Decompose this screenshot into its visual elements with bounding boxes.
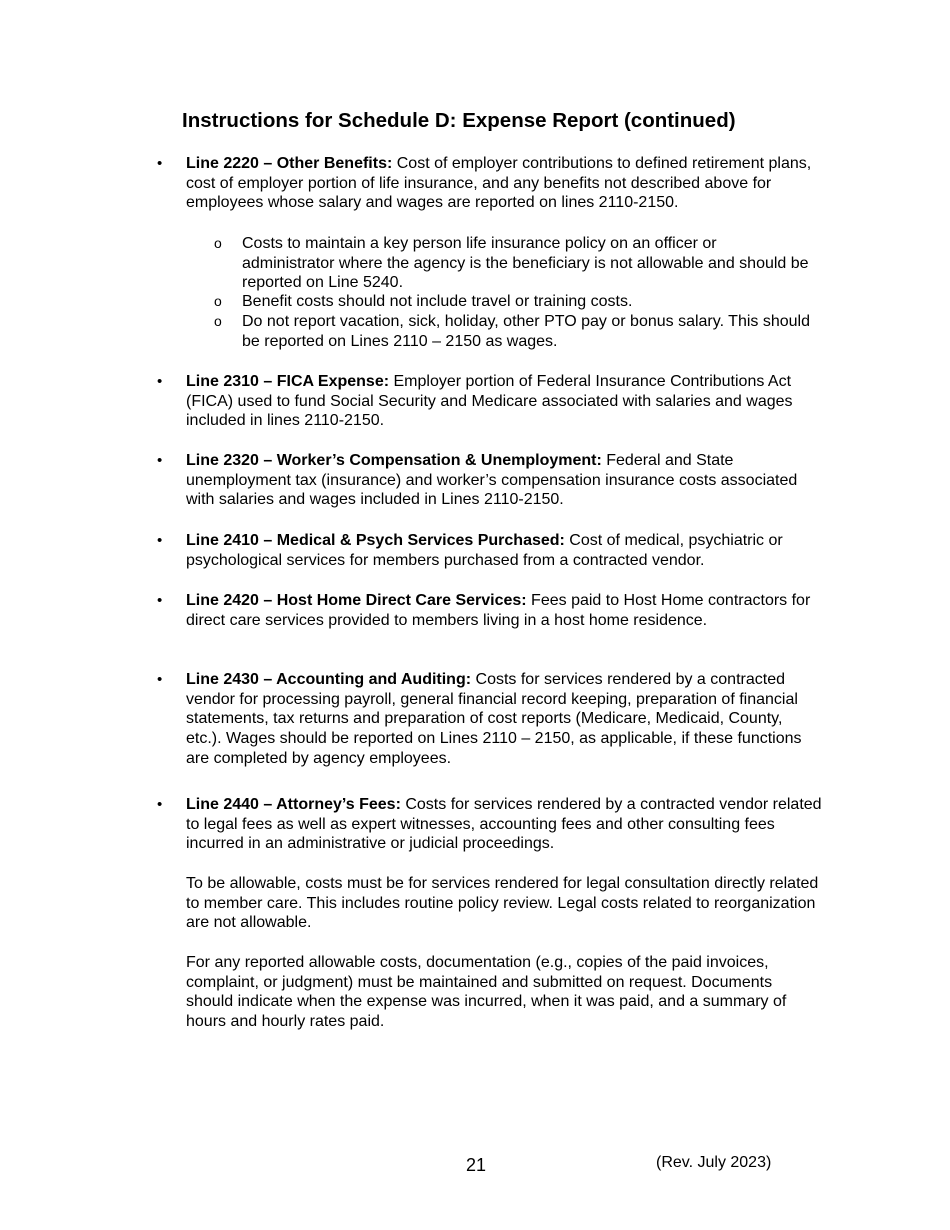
item-text: Costs for services rendered by a contracted vendor related to legal fees as well as expert witnesses, accounting fees and other consulting fees incurred in an administrative or judicial proceedings.	[186, 796, 822, 853]
sub-item-text: Costs to maintain a key person life insurance policy on an officer or administrator where the agency is the beneficiary is not allowable and should be reported on Line 5240.	[242, 235, 809, 292]
bullet-icon: •	[157, 796, 163, 813]
item-text: Costs for services rendered by a contracted vendor for processing payroll, general financial record keeping, preparation of financial statements, tax returns and preparation of cost reports (Medicare, Medicaid, County, etc.). Wages should be reported on Lines 2110 – 2150, as applicable, if these functions are completed by agency employees.	[186, 671, 802, 767]
paragraph-documentation: For any reported allowable costs, documentation (e.g., copies of the paid invoices, complaint, or judgment) must be maintained and submitted on request. Documents should indicate when the expense was incurred, when it was paid, and a summary of hours and hourly rates paid.	[186, 954, 787, 1031]
list-item-line-2410	[157, 531, 822, 570]
bullet-icon: •	[157, 373, 163, 390]
item-label: Line 2310 – FICA Expense:	[186, 373, 390, 390]
item-label: Line 2220 – Other Benefits:	[186, 155, 393, 172]
sub-item-text: Do not report vacation, sick, holiday, other PTO pay or bonus salary. This should be reported on Lines 2110 – 2150 as wages.	[242, 313, 810, 350]
sub-item-key-person-insurance	[214, 234, 812, 293]
page-title: Instructions for Schedule D: Expense Report (continued)	[182, 109, 736, 132]
item-label: Line 2320 – Worker’s Compensation & Unemployment:	[186, 452, 602, 469]
sub-bullet-icon: o	[214, 235, 222, 251]
page-number: 21	[466, 1155, 487, 1175]
sub-bullet-icon: o	[214, 313, 222, 329]
list-item-line-2430	[157, 670, 822, 769]
revision-date: (Rev. July 2023)	[656, 1154, 772, 1171]
paragraph-allowable-costs: To be allowable, costs must be for services rendered for legal consultation directly related to member care. This includes routine policy review. Legal costs related to reorganization are not allowable.	[186, 875, 819, 932]
sub-item-text: Benefit costs should not include travel or training costs.	[242, 293, 633, 310]
list-item-line-2220	[157, 154, 822, 213]
sub-bullet-icon: o	[214, 293, 222, 309]
item-text: Cost of medical, psychiatric or psychological services for members purchased from a contracted vendor.	[186, 532, 783, 569]
bullet-icon: •	[157, 592, 163, 609]
bullet-icon: •	[157, 452, 163, 469]
sub-item-benefit-costs	[214, 292, 812, 312]
item-label: Line 2440 – Attorney’s Fees:	[186, 796, 401, 813]
bullet-icon: •	[157, 671, 163, 688]
item-text: Federal and State unemployment tax (insurance) and worker’s compensation insurance costs associated with salaries and wages included in Lines 2110-2150.	[186, 452, 798, 509]
item-text: Employer portion of Federal Insurance Contributions Act (FICA) used to fund Social Security and Medicare associated with salaries and wages included in lines 2110-2150.	[186, 373, 793, 430]
item-label: Line 2410 – Medical & Psych Services Purchased:	[186, 532, 565, 549]
item-text: Cost of employer contributions to defined retirement plans, cost of employer portion of life insurance, and any benefits not described above for employees whose salary and wages are reported on lines 2110-2150.	[186, 155, 812, 212]
list-item-line-2420	[157, 591, 822, 630]
item-text: Fees paid to Host Home contractors for direct care services provided to members living in a host home residence.	[186, 592, 811, 629]
item-label: Line 2420 – Host Home Direct Care Services:	[186, 592, 527, 609]
list-item-line-2310	[157, 372, 822, 431]
sub-item-vacation-pay	[214, 312, 812, 351]
list-item-line-2320	[157, 451, 822, 510]
list-item-line-2440	[157, 795, 822, 854]
bullet-icon: •	[157, 155, 163, 172]
bullet-icon: •	[157, 532, 163, 549]
item-label: Line 2430 – Accounting and Auditing:	[186, 671, 472, 688]
